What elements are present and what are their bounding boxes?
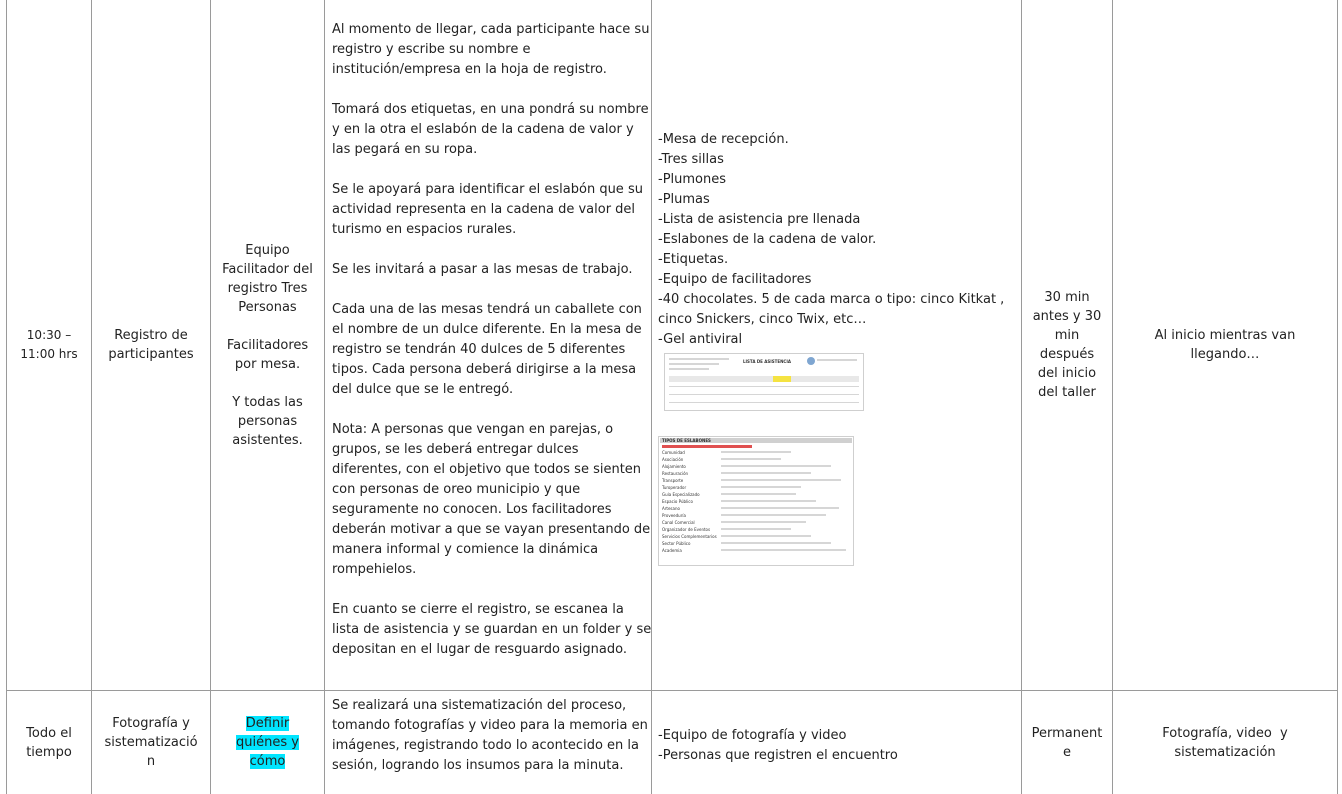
row2-responsible	[211, 691, 324, 794]
activity-line: Fotografía y	[112, 716, 190, 731]
chain-row-detail	[721, 535, 811, 537]
activity-line: Registro de	[114, 328, 188, 343]
chain-row: Espacio Público	[662, 499, 693, 504]
duration-line: Permanent	[1031, 725, 1103, 741]
sheet-highlight-cell	[773, 376, 791, 382]
chain-row-detail	[721, 458, 781, 460]
chain-row-detail	[721, 542, 831, 544]
material-item: -Lista de asistencia pre llenada	[658, 212, 861, 227]
chain-row-detail	[721, 465, 831, 467]
grid-line	[324, 0, 325, 794]
description-paragraph: Al momento de llegar, cada participante hace su registro y escribe su nombre e institución/empresa en la hoja de registro.	[332, 22, 650, 77]
material-item: -Personas que registren el encuentro	[658, 748, 898, 763]
row1-responsible	[211, 0, 324, 690]
grid-line	[1337, 0, 1338, 794]
sheet-row	[669, 394, 859, 395]
chain-table-subtitle	[662, 445, 752, 448]
chain-row: Guía Especializado	[662, 492, 700, 497]
material-item: -40 chocolates. 5 de cada marca o tipo: cinco Kitkat ,	[658, 292, 1005, 307]
highlighted-text: quiénes y	[236, 735, 299, 750]
chain-row-detail	[721, 507, 839, 509]
activity-line: participantes	[108, 347, 194, 362]
material-item: -Gel antiviral	[658, 332, 743, 347]
sheet-line	[669, 358, 729, 360]
logo-icon	[807, 357, 815, 365]
row1-duration	[1022, 0, 1112, 690]
description-paragraph: Tomará dos etiquetas, en una pondrá su nombre y en la otra el eslabón de la cadena de valor y las pegará en su ropa.	[332, 102, 649, 157]
material-item: cinco Snickers, cinco Twix, etc…	[658, 312, 867, 327]
chain-row: Organizador de Eventos	[662, 527, 711, 532]
material-item: -Plumas	[658, 192, 710, 207]
duration-line: e	[1062, 744, 1071, 760]
chain-row: Restauración	[662, 471, 689, 476]
row2-activity	[92, 691, 210, 794]
chain-table-title: TIPOS DE ESLABONES	[662, 438, 711, 443]
chain-row: Comunidad	[662, 450, 685, 455]
responsible-line: personas	[237, 413, 298, 429]
description-paragraph: Se le apoyará para identificar el eslabón que su actividad representa en la cadena de valor del turismo en espacios rurales.	[332, 182, 643, 237]
chain-row-detail	[721, 486, 801, 488]
row1-activity	[92, 0, 210, 690]
material-item: -Eslabones de la cadena de valor.	[658, 232, 877, 247]
responsible-line	[236, 714, 299, 733]
sheet-line	[817, 359, 857, 361]
row2-duration	[1022, 691, 1112, 794]
chain-row-detail	[721, 514, 826, 516]
row1-time	[7, 0, 91, 690]
material-item: -Etiquetas.	[658, 252, 729, 267]
chain-row: Academia	[662, 548, 682, 553]
description-paragraph: Cada una de las mesas tendrá un caballete con el nombre de un dulce diferente. En la mesa de registro se tendrán 40 dulces de 5 diferentes tipos. Cada persona deberá dirigirse a la mesa del dulce que se le entregó.	[332, 302, 642, 397]
sheet-row	[669, 402, 859, 403]
chain-row-detail	[721, 479, 841, 481]
chain-row-detail	[721, 472, 811, 474]
responsible-line	[236, 733, 299, 752]
responsible-line: Personas	[238, 299, 297, 315]
chain-row-detail	[721, 500, 816, 502]
row2-description	[332, 696, 652, 776]
description-paragraph: Se les invitará a pasar a las mesas de trabajo.	[332, 262, 633, 277]
duration-line: del inicio	[1037, 366, 1097, 381]
chain-row: Canal Comercial	[662, 520, 695, 525]
row1-description	[332, 20, 652, 660]
row1-materials	[658, 130, 1018, 350]
chain-row-detail	[721, 549, 846, 551]
activity-line: n	[146, 754, 156, 769]
responsible-line: asistentes.	[232, 432, 303, 448]
notes-line: sistematización	[1174, 744, 1276, 760]
chain-row-detail	[721, 521, 806, 523]
responsible-line	[236, 752, 299, 771]
notes-line: Fotografía, video y	[1162, 725, 1288, 741]
material-item: -Tres sillas	[658, 152, 724, 167]
chain-row: Alojamiento	[662, 464, 686, 469]
chain-row-detail	[721, 528, 791, 530]
chain-row: Turoperador	[662, 485, 687, 490]
chain-row: Proveeduría	[662, 513, 686, 518]
responsible-line: Equipo	[245, 242, 290, 258]
sheet-row	[669, 386, 859, 387]
chain-row-detail	[721, 451, 791, 453]
responsible-line	[222, 317, 313, 336]
responsible-line: Facilitadores	[226, 337, 309, 353]
registration-sheet-image	[664, 353, 864, 411]
chain-row: Artesano	[662, 506, 680, 511]
chain-row: Servicios Complementarios	[662, 534, 717, 539]
chain-row: Asociación	[662, 457, 684, 462]
activity-line: sistematizació	[104, 735, 198, 750]
duration-line: antes y 30	[1032, 309, 1102, 324]
row2-notes	[1113, 691, 1337, 794]
notes-line: llegando…	[1190, 347, 1260, 362]
notes-line: Al inicio mientras van	[1154, 328, 1296, 343]
responsible-line: registro Tres	[227, 280, 308, 296]
duration-line: min	[1054, 328, 1080, 343]
responsible-line: por mesa.	[234, 356, 301, 372]
responsible-line	[222, 374, 313, 393]
responsible-line: Facilitador del	[222, 261, 313, 277]
material-item: -Plumones	[658, 172, 727, 187]
duration-line: 30 min	[1044, 290, 1090, 305]
chain-row-detail	[721, 493, 796, 495]
duration-line: del taller	[1038, 385, 1096, 400]
material-item: -Equipo de fotografía y video	[658, 728, 847, 743]
highlighted-text: cómo	[249, 754, 286, 769]
description-paragraph: En cuanto se cierre el registro, se escanea la lista de asistencia y se guardan en un folder y se depositan en el lugar de resguardo asignado.	[332, 602, 652, 657]
chain-row: Sector Público	[662, 541, 691, 546]
sheet-line	[669, 368, 709, 370]
time-line: 11:00 hrs	[20, 347, 78, 361]
highlighted-text: Definir	[245, 716, 290, 731]
sheet-line	[669, 363, 719, 365]
duration-line: después	[1039, 347, 1095, 362]
sheet-title: LISTA DE ASISTENCIA	[743, 359, 791, 364]
time-line: Todo el	[26, 725, 72, 741]
time-line: tiempo	[26, 744, 72, 760]
responsible-line: Y todas las	[232, 394, 303, 410]
time-line: 10:30 –	[26, 328, 72, 342]
row1-notes	[1113, 0, 1337, 690]
chain-row: Transporte	[662, 478, 684, 483]
material-item: -Equipo de facilitadores	[658, 272, 812, 287]
description-paragraph: Nota: A personas que vengan en parejas, o grupos, se les deberá entregar dulces diferentes, con el objetivo que todos se sienten con personas de oreo municipio y que seguramente no conocen. Los facilitadores deberán motivar a que se vayan presentando de manera informal y comience la dinámica rompehielos.	[332, 422, 651, 577]
sheet-header-row	[669, 376, 859, 382]
row2-time	[7, 691, 91, 794]
material-item: -Mesa de recepción.	[658, 132, 789, 147]
row2-materials	[658, 726, 1018, 766]
description-paragraph: Se realizará una sistematización del proceso, tomando fotografías y video para la memoria en imágenes, registrando todo lo acontecido en la sesión, logrando los insumos para la minuta.	[332, 698, 648, 773]
chain-types-image	[658, 436, 854, 566]
